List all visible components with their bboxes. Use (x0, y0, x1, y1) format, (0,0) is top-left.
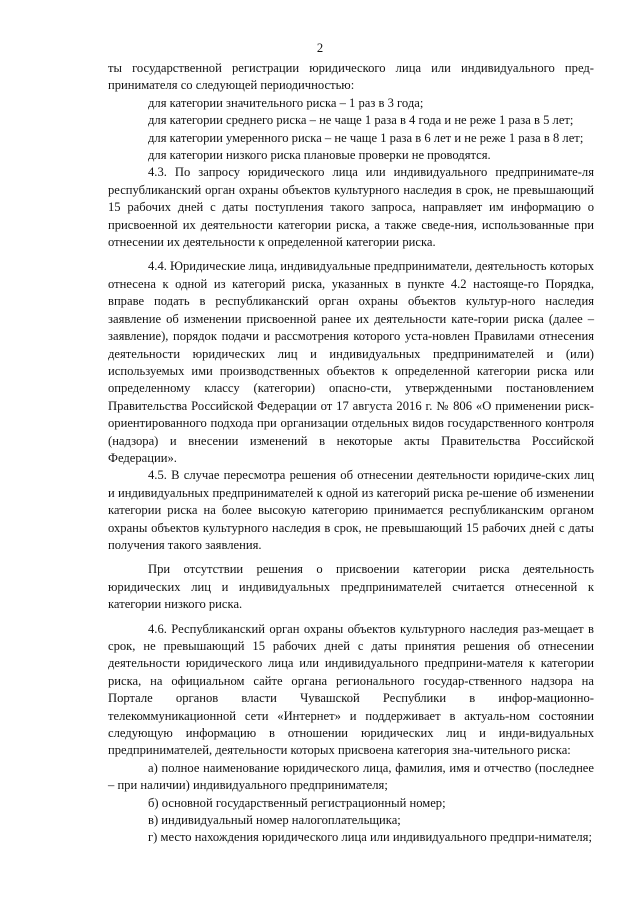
paragraph: 4.3. По запросу юридического лица или индивидуального предпринимате-ля республиканский орган охраны объектов культурного наследия в срок, не превышающий 15 рабочих дней с даты поступления такого запроса, направляет им информацию о присвоенной их деятельности категории риска, а также сведе-ния, использованные при отнесении их деятельности к определенной категории риска. (108, 165, 594, 250)
paragraph: а) полное наименование юридического лица, фамилия, имя и отчество (последнее – при наличии) индивидуального предпринимателя; (108, 760, 594, 793)
paragraph: б) основной государственный регистрационный номер; (148, 795, 446, 810)
paragraph: При отсутствии решения о присвоении категории риска деятельность юридических лиц и индивидуальных предпринимателей считается отнесенной к категории низкого риска. (108, 562, 594, 612)
paragraph: для категории среднего риска – не чаще 1 раза в 4 года и не реже 1 раза в 5 лет; (148, 113, 574, 128)
paragraph: г) место нахождения юридического лица или индивидуального предпри-нимателя; (148, 830, 592, 845)
paragraph: для категории значительного риска – 1 раз в 3 года; (148, 95, 424, 110)
paragraph: 4.4. Юридические лица, индивидуальные предприниматели, деятельность которых отнесена к одной из категорий риска, указанных в пункте 4.2 настояще-го Порядка, вправе подать в республиканский орган охраны объектов культур-ного наследия заявление об изменении присвоенной ранее их деятельности кате-гории риска (далее – заявление), порядок подачи и рассмотрения которого уста-новлен Правилами отнесения деятельности юридических лиц и индивидуальных предпринимателей и (или) используемых ими производственных объектов к определенной категории риска или определенному классу (категории) опасно-сти, утвержденными постановлением Правительства Российской Федерации от 17 августа 2016 г. № 806 «О применении риск-ориентированного подхода при организации отдельных видов государственного контроля (надзора) и внесении изменений в некоторые акты Правительства Российской Федерации». (108, 259, 594, 465)
page-number: 2 (316, 41, 324, 55)
paragraph: ты государственной регистрации юридического лица или индивидуального пред-принимателя со следующей периодичностью: (108, 61, 594, 93)
paragraph: для категории низкого риска плановые проверки не проводятся. (148, 148, 491, 163)
paragraph: для категории умеренного риска – не чаще 1 раза в 6 лет и не реже 1 раза в 8 лет; (148, 130, 584, 145)
paragraph: в) индивидуальный номер налогоплательщика; (148, 813, 401, 828)
paragraph: 4.6. Республиканский орган охраны объектов культурного наследия раз-мещает в срок, не превышающий 15 рабочих дней с даты принятия решения об отнесении деятельности юридического лица или индивидуального предприни-мателя к категории риска, на официальном сайте органа регионального государ-ственного надзора на Портале органов власти Чувашской Республики в инфор-мационно-телекоммуникационной сети «Интернет» и поддерживает в актуаль-ном состоянии следующую информацию в отношении юридических лиц и инди-видуальных предпринимателей, деятельности которых присвоена категория зна-чительного риска: (108, 621, 594, 758)
paragraph: 4.5. В случае пересмотра решения об отнесении деятельности юридиче-ских лиц и индивидуальных предпринимателей к одной из категорий риска ре-шение об изменении категории риска на более высокую категорию принимается республиканским органом охраны объектов культурного наследия в срок, не превышающий 15 рабочих дней с даты получения такого заявления. (108, 468, 594, 552)
document-body (108, 60, 594, 847)
